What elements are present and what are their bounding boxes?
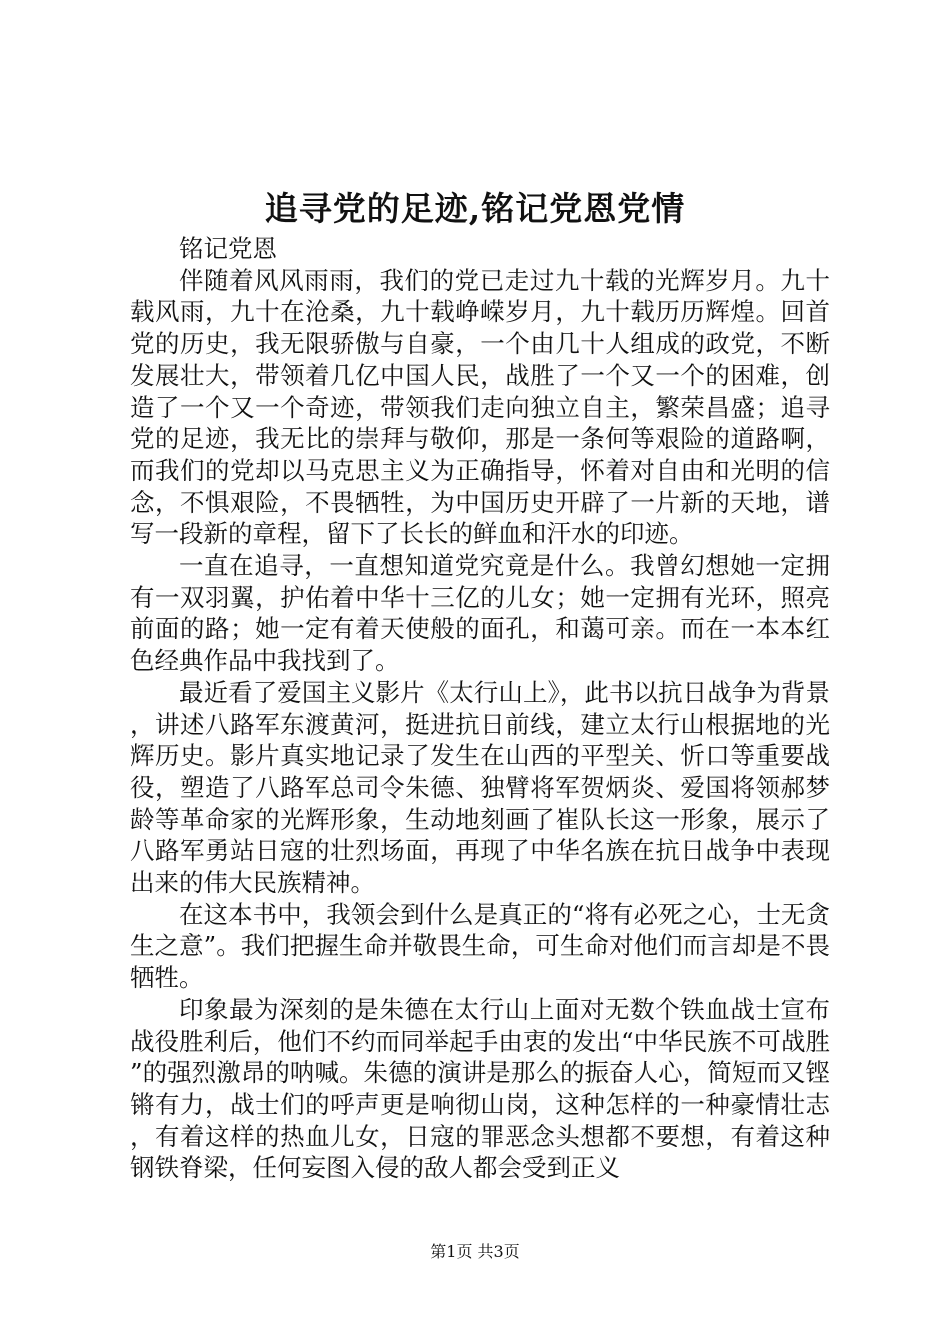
paragraph-subtitle: 铭记党恩 [179, 234, 277, 263]
paragraph: 伴随着风风雨雨，我们的党已走过九十载的光辉岁月。九十载风雨，九十在沧桑，九十载峥嵘岁月，九十载历历辉煌。回首党的历史，我无限骄傲与自豪，一个由几十人组成的政党，不断发展壮大，带领着几亿中国人民，战胜了一个又一个的困难，创造了一个又一个奇迹，带领我们走向独立自主，繁荣昌盛；追寻党的足迹，我无比的崇拜与敬仰，那是一条何等艰险的道路啊，而我们的党却以马克思主义为正确指导，怀着对自由和光明的信念，不惧艰险，不畏牺牲，为中国历史开辟了一片新的天地，谱写一段新的章程，留下了长长的鲜血和汗水的印迹。 [130, 265, 830, 549]
paragraph: 印象最为深刻的是朱德在太行山上面对无数个铁血战士宣布战役胜利后，他们不约而同举起手由衷的发出“中华民族不可战胜”的强烈激昂的呐喊。朱德的演讲是那么的振奋人心，简短而又铿锵有力，战士们的呼声更是响彻山岗，这种怎样的一种豪情壮志，有着这样的热血儿女，日寇的罪恶念头想都不要想，有着这种钢铁脊梁，任何妄图入侵的敌人都会受到正义 [130, 994, 830, 1183]
paragraph: 最近看了爱国主义影片《太行山上》，此书以抗日战争为背景，讲述八路军东渡黄河，挺进抗日前线，建立太行山根据地的光辉历史。影片真实地记录了发生在山西的平型关、忻口等重要战役，塑造了八路军总司令朱德、独臂将军贺炳炎、爱国将领郝梦龄等革命家的光辉形象，生动地刻画了崔队长这一形象，展示了八路军勇站日寇的壮烈场面，再现了中华名族在抗日战争中表现出来的伟大民族精神。 [130, 677, 830, 898]
page-footer: 第1页 共3页 [430, 1242, 520, 1261]
paragraph: 一直在追寻，一直想知道党究竟是什么。我曾幻想她一定拥有一双羽翼，护佑着中华十三亿的儿女；她一定拥有光环，照亮前面的路；她一定有着天使般的面孔，和蔼可亲。而在一本本红色经典作品中我找到了。 [130, 551, 830, 676]
paragraph: 在这本书中，我领会到什么是真正的“将有必死之心，士无贪生之意”。我们把握生命并敬畏生命，可生命对他们而言却是不畏牺牲。 [130, 899, 830, 993]
document-title: 追寻党的足迹,铭记党恩党情 [264, 189, 686, 228]
document-body [130, 233, 830, 1184]
